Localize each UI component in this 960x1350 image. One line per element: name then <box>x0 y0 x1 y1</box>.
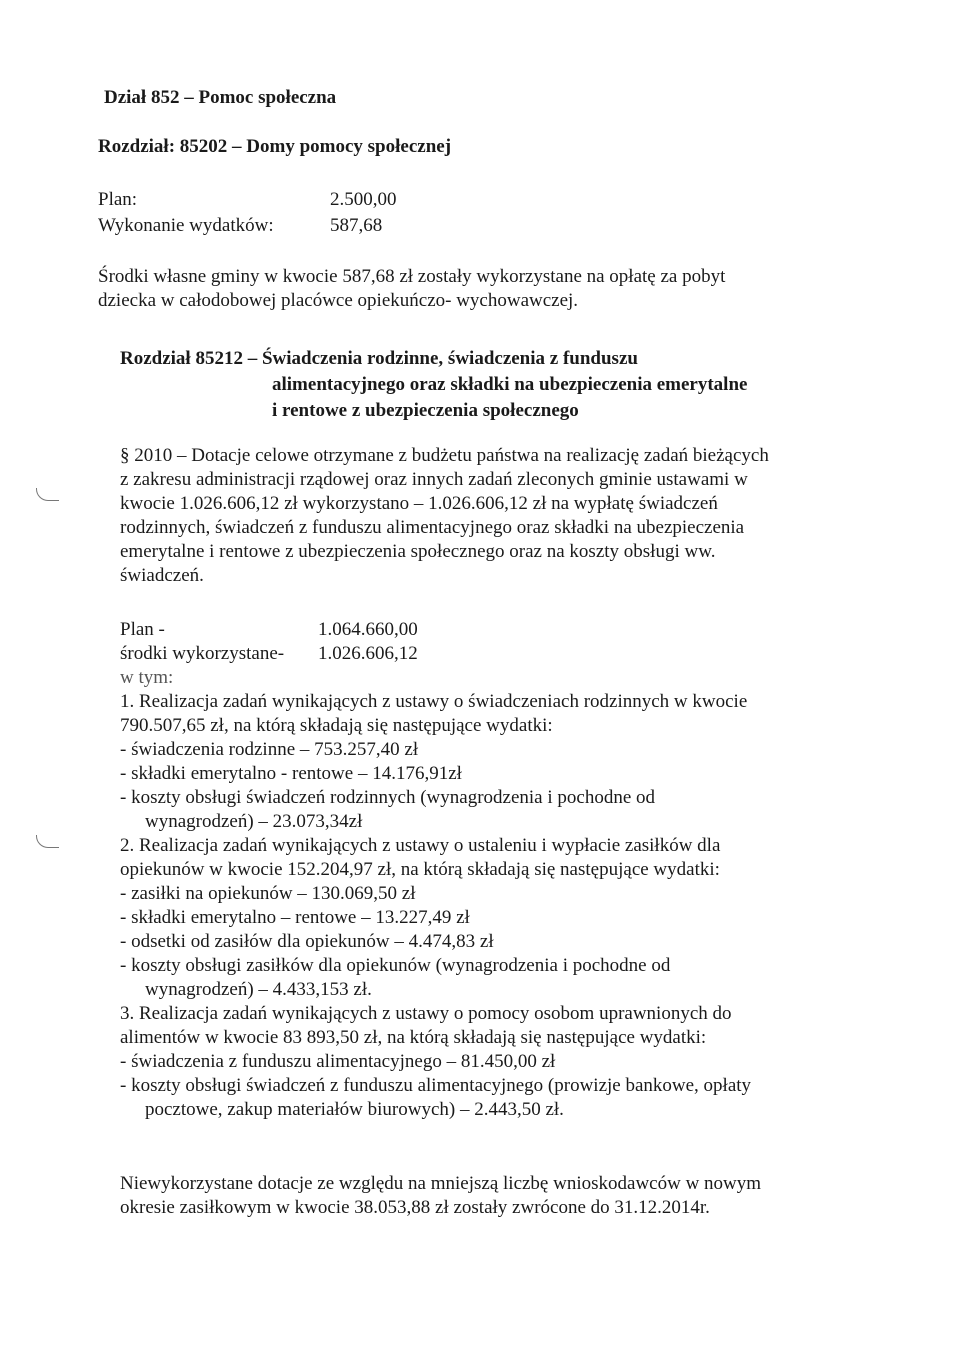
srodki-label: środki wykorzystane- <box>120 643 285 664</box>
rozdzial-85212-title-line: i rentowe z ubezpieczenia społecznego <box>272 400 579 421</box>
w-tym-label: w tym: <box>120 667 174 688</box>
paragraph-line: z zakresu administracji rządowej oraz innych zadań zleconych gminie ustawami w <box>120 469 748 490</box>
wykonanie-value: 587,68 <box>330 215 383 236</box>
list-item: - odsetki od zasiłów dla opiekunów – 4.474,83 zł <box>120 931 494 952</box>
list-item: - koszty obsługi świadczeń z funduszu alimentacyjnego (prowizje bankowe, opłaty <box>120 1075 752 1096</box>
margin-punch-mark <box>36 488 59 501</box>
desc-line: Środki własne gminy w kwocie 587,68 zł zostały wykorzystane na opłatę za pobyt <box>98 266 726 287</box>
closing-line: okresie zasiłkowym w kwocie 38.053,88 zł zostały zwrócone do 31.12.2014r. <box>120 1197 710 1218</box>
paragraph-line: rodzinnych, świadczeń z funduszu alimentacyjnego oraz składki na ubezpieczenia <box>120 517 745 538</box>
list-item: alimentów w kwocie 83 893,50 zł, na którą składają się następujące wydatki: <box>120 1027 707 1048</box>
list-item: opiekunów w kwocie 152.204,97 zł, na którą składają się następujące wydatki: <box>120 859 720 880</box>
list-item: wynagrodzeń) – 4.433,153 zł. <box>145 979 372 1000</box>
list-item: - świadczenia z funduszu alimentacyjnego – 81.450,00 zł <box>120 1051 556 1072</box>
list-item: - składki emerytalno – rentowe – 13.227,49 zł <box>120 907 470 928</box>
list-item: - zasiłki na opiekunów – 130.069,50 zł <box>120 883 416 904</box>
list-item: 1. Realizacja zadań wynikających z ustawy o świadczeniach rodzinnych w kwocie <box>120 691 748 712</box>
paragraph-line: emerytalne i rentowe z ubezpieczenia społecznego oraz na koszty obsługi ww. <box>120 541 716 562</box>
srodki-value: 1.026.606,12 <box>318 643 418 664</box>
list-item: - koszty obsługi świadczeń rodzinnych (wynagrodzenia i pochodne od <box>120 787 656 808</box>
rozdzial-85202-title: Rozdział: 85202 – Domy pomocy społecznej <box>98 136 452 157</box>
plan-value-2: 1.064.660,00 <box>318 619 418 640</box>
plan-label: Plan: <box>98 189 138 210</box>
list-item: 790.507,65 zł, na którą składają się następujące wydatki: <box>120 715 553 736</box>
margin-punch-mark <box>36 835 59 848</box>
paragraph-line: świadczeń. <box>120 565 204 586</box>
section-dzial: Dział 852 – Pomoc społeczna <box>104 87 337 108</box>
closing-line: Niewykorzystane dotacje ze względu na mniejszą liczbę wnioskodawców w nowym <box>120 1173 762 1194</box>
wykonanie-label: Wykonanie wydatków: <box>98 215 274 236</box>
list-item: 3. Realizacja zadań wynikających z ustawy o pomocy osobom uprawnionych do <box>120 1003 732 1024</box>
paragraph-line: kwocie 1.026.606,12 zł wykorzystano – 1.026.606,12 zł na wypłatę świadczeń <box>120 493 718 514</box>
list-item: - składki emerytalno - rentowe – 14.176,91zł <box>120 763 462 784</box>
list-item: 2. Realizacja zadań wynikających z ustawy o ustaleniu i wypłacie zasiłków dla <box>120 835 721 856</box>
list-item: wynagrodzeń) – 23.073,34zł <box>145 811 363 832</box>
list-item: pocztowe, zakup materiałów biurowych) – 2.443,50 zł. <box>145 1099 564 1120</box>
list-item: - koszty obsługi zasiłków dla opiekunów (wynagrodzenia i pochodne od <box>120 955 671 976</box>
plan-value: 2.500,00 <box>330 189 397 210</box>
rozdzial-85212-title-line: alimentacyjnego oraz składki na ubezpieczenia emerytalne <box>272 374 748 395</box>
rozdzial-85212-title-line: Rozdział 85212 – Świadczenia rodzinne, świadczenia z funduszu <box>120 348 638 369</box>
desc-line: dziecka w całodobowej placówce opiekuńczo- wychowawczej. <box>98 290 579 311</box>
list-item: - świadczenia rodzinne – 753.257,40 zł <box>120 739 419 760</box>
plan-label-2: Plan - <box>120 619 165 640</box>
paragraph-line: § 2010 – Dotacje celowe otrzymane z budżetu państwa na realizację zadań bieżących <box>120 445 769 466</box>
